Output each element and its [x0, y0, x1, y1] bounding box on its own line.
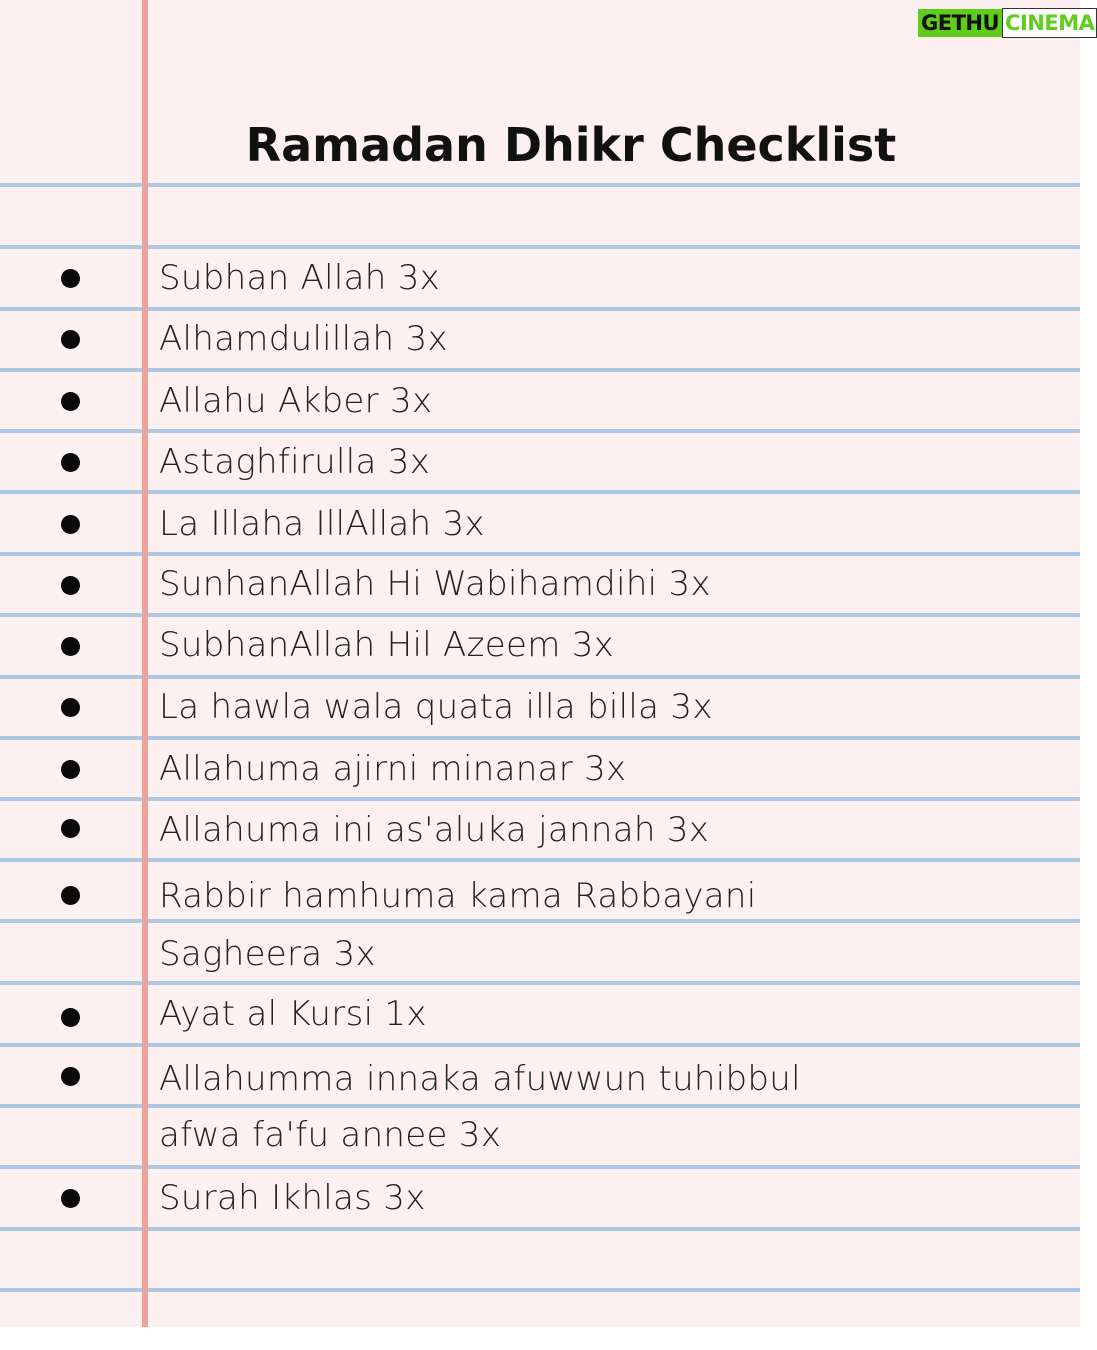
list-item: Subhan Allah 3x [159, 258, 441, 298]
channel-logo [918, 6, 1095, 40]
rule-line [0, 919, 1080, 923]
rule-line [0, 1043, 1080, 1047]
list-item: Ayat al Kursi 1x [159, 994, 427, 1034]
list-item: Allahu Akber 3x [159, 381, 433, 421]
bullet-icon [61, 1189, 80, 1208]
bullet-icon [61, 269, 80, 288]
bullet-icon [61, 330, 80, 349]
list-item: SubhanAllah Hil Azeem 3x [159, 625, 615, 665]
rule-line [0, 1165, 1080, 1169]
list-item: SunhanAllah Hi Wabihamdihi 3x [159, 564, 711, 604]
rule-line [0, 490, 1080, 494]
list-item-continuation: afwa fa'fu annee 3x [159, 1115, 502, 1155]
bullet-icon [61, 819, 80, 838]
page-title: Ramadan Dhikr Checklist [245, 118, 897, 172]
list-item: Rabbir hamhuma kama Rabbayani [159, 876, 757, 916]
list-item: Alhamdulillah 3x [159, 319, 448, 359]
bullet-icon [61, 886, 80, 905]
logo-wordmark [918, 8, 1097, 38]
rule-line [0, 1227, 1080, 1231]
rule-line [0, 307, 1080, 311]
list-item: La hawla wala quata illa billa 3x [159, 687, 713, 727]
list-item: La Illaha IllAllah 3x [159, 504, 485, 544]
logo-part-2: CINEMA [1002, 8, 1097, 38]
bullet-icon [61, 637, 80, 656]
rule-line [0, 736, 1080, 740]
margin-line [142, 0, 148, 1327]
bullet-icon [61, 515, 80, 534]
bullet-icon [61, 453, 80, 472]
rule-line [0, 429, 1080, 433]
rule-line [0, 981, 1080, 985]
bullet-icon [61, 576, 80, 595]
rule-line [0, 368, 1080, 372]
rule-line [0, 1288, 1080, 1292]
list-item: Allahumma innaka afuwwun tuhibbul [159, 1059, 801, 1099]
rule-line [0, 613, 1080, 617]
list-item: Allahuma ini as'aluka jannah 3x [159, 810, 710, 850]
bullet-icon [61, 698, 80, 717]
bullet-icon [61, 392, 80, 411]
rule-line [0, 1104, 1080, 1108]
list-item: Surah Ikhlas 3x [159, 1178, 426, 1218]
list-item: Astaghfirulla 3x [159, 442, 431, 482]
rule-line [0, 183, 1080, 187]
bullet-icon [61, 1067, 80, 1086]
bullet-icon [61, 760, 80, 779]
rule-line [0, 675, 1080, 679]
logo-part-1: GETHU [918, 9, 1002, 37]
rule-line [0, 245, 1080, 249]
list-item-continuation: Sagheera 3x [159, 934, 376, 974]
list-item: Allahuma ajirni minanar 3x [159, 749, 627, 789]
rule-line [0, 858, 1080, 862]
bullet-icon [61, 1008, 80, 1027]
rule-line [0, 552, 1080, 556]
rule-line [0, 797, 1080, 801]
